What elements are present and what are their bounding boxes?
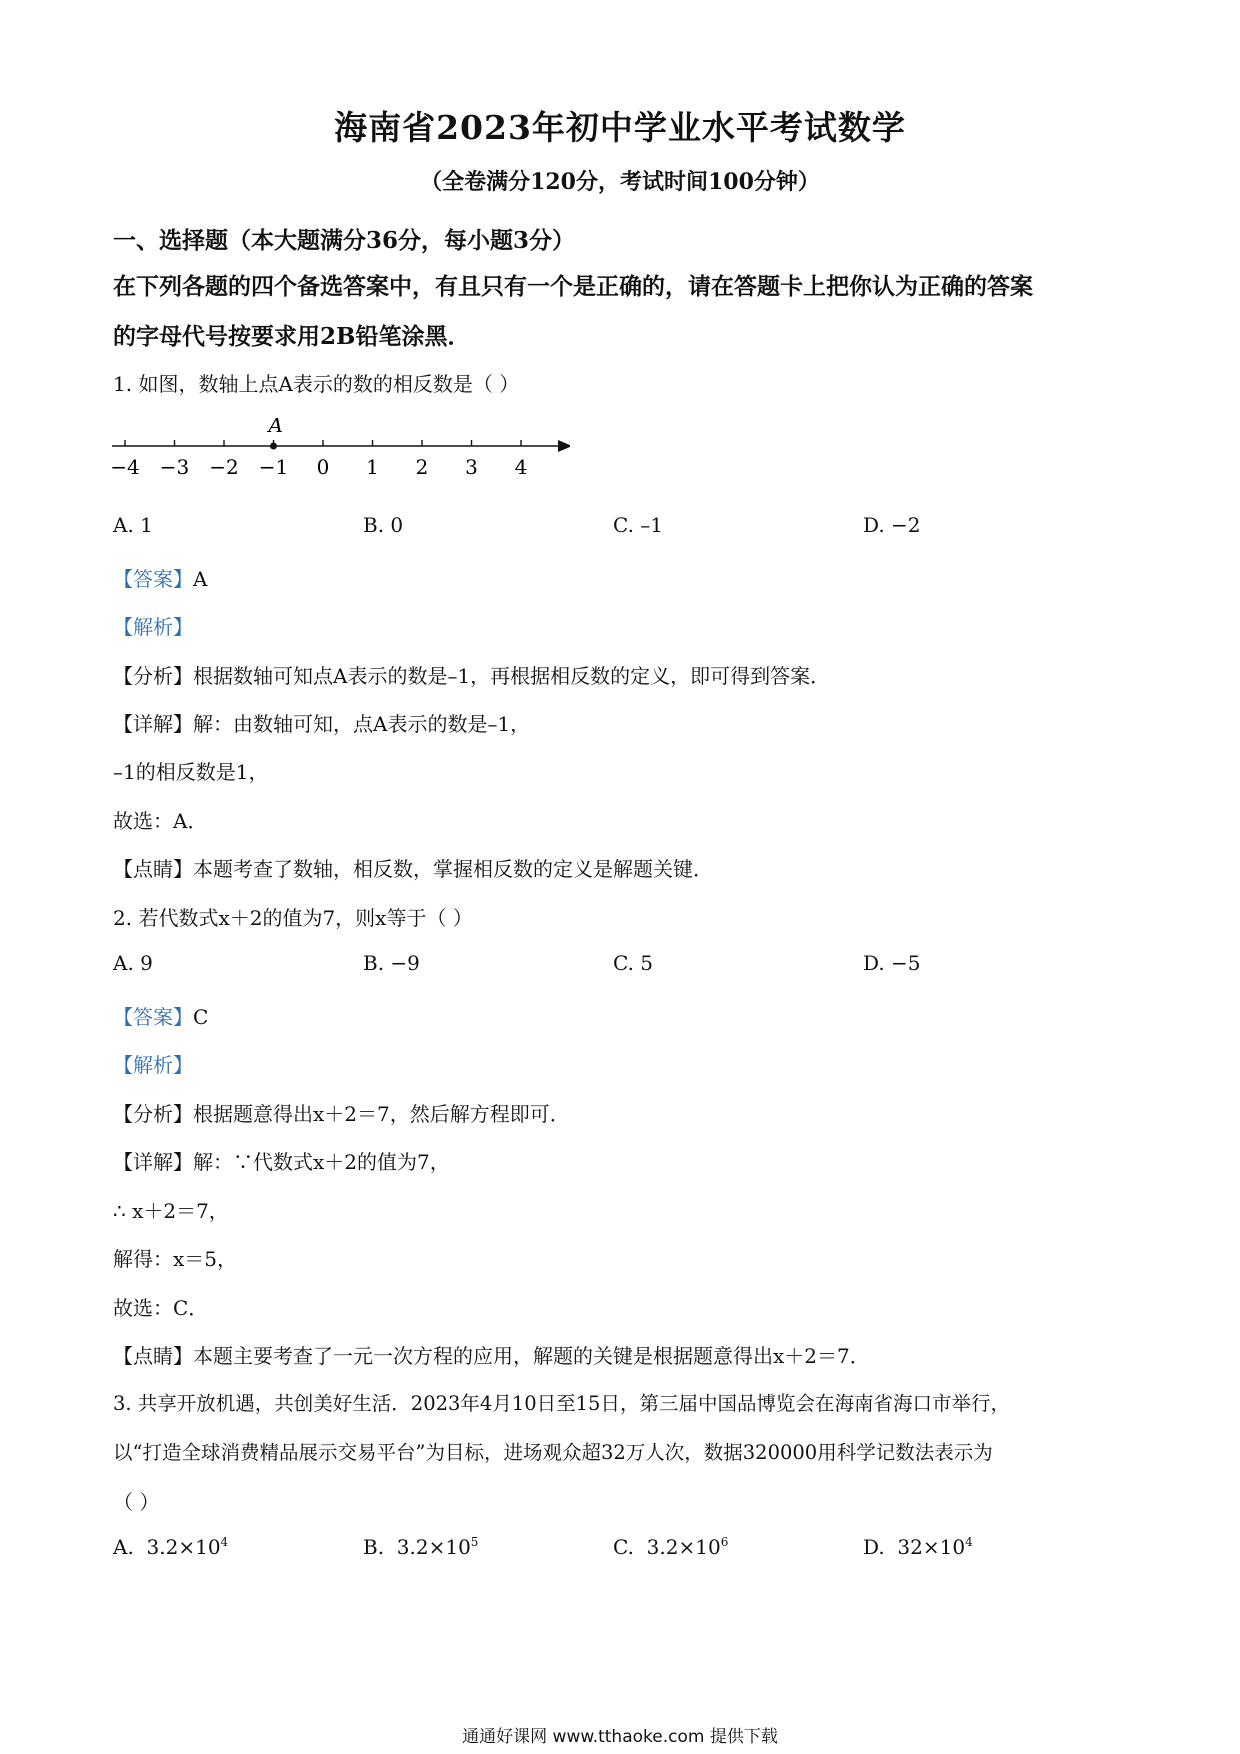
q1-option-d: D. −2 bbox=[863, 513, 921, 537]
q1-stem: 1. 如图，数轴上点A表示的数的相反数是（ ） bbox=[113, 372, 520, 396]
q2-dianjing-tag: 【点睛】 bbox=[113, 1344, 193, 1368]
q3-option-d: D. $32\times 10^4$ bbox=[863, 1535, 973, 1559]
q3-option-a: A. $3.2\times 10^4$ bbox=[113, 1535, 229, 1559]
q1-option-c: C. –1 bbox=[613, 513, 664, 537]
q1-answer-tag: 【答案】 bbox=[113, 567, 193, 591]
q1-dianjing: 本题考查了数轴，相反数，掌握相反数的定义是解题关键． bbox=[193, 857, 713, 881]
q2-step-2: 解得：x＝5， bbox=[113, 1247, 238, 1271]
q3-stem-line-1: 3. 共享开放机遇，共创美好生活．2023年4月10日至15日，第三届中国品博览会在海南省海口市举行， bbox=[113, 1392, 1010, 1415]
point-a-label: A bbox=[268, 418, 283, 437]
section-heading: 一、选择题（本大题满分36分，每小题3分） bbox=[113, 227, 576, 254]
number-line-tick-label: 1 bbox=[366, 455, 379, 479]
q3-stem-line-3: （ ） bbox=[113, 1490, 160, 1514]
number-line-tick-label: −1 bbox=[258, 455, 289, 479]
q3-stem-line-2: 以“打造全球消费精品展示交易平台”为目标，进场观众超32万人次，数据320000用科学记数法表示为 bbox=[113, 1441, 993, 1464]
q2-xiangjie-tag: 【详解】 bbox=[113, 1150, 193, 1174]
q1-step-2: 故选：A． bbox=[113, 809, 208, 833]
q2-answer-tag: 【答案】 bbox=[113, 1005, 193, 1029]
q2-stem: 2. 若代数式x＋2的值为7，则x等于（ ） bbox=[113, 906, 473, 930]
q2-xiangjie-line bbox=[113, 1146, 450, 1175]
q2-fenxi-line bbox=[113, 1098, 570, 1127]
q1-analysis-tag: 【解析】 bbox=[113, 615, 193, 639]
number-line-tick-label: −3 bbox=[159, 455, 190, 479]
q2-step-1: ∴ x＋2＝7， bbox=[113, 1199, 229, 1223]
number-line-tick-label: −4 bbox=[110, 455, 140, 479]
q2-option-c: C. 5 bbox=[613, 951, 654, 975]
q2-answer-line bbox=[113, 1001, 208, 1030]
page-footer: 通通好课网 www.tthaoke.com 提供下载 bbox=[462, 1727, 778, 1747]
q2-option-a: A. 9 bbox=[113, 951, 153, 975]
q2-answer: C bbox=[193, 1005, 209, 1029]
q2-option-d: D. −5 bbox=[863, 951, 921, 975]
number-line-tick-label: 2 bbox=[415, 455, 429, 479]
q2-option-b: B. −9 bbox=[363, 951, 420, 975]
q1-dianjing-tag: 【点睛】 bbox=[113, 857, 193, 881]
q1-fenxi: 根据数轴可知点A表示的数是–1，再根据相反数的定义，即可得到答案． bbox=[193, 664, 831, 688]
number-line-tick-label: 4 bbox=[514, 455, 528, 479]
q2-fenxi-tag: 【分析】 bbox=[113, 1102, 193, 1126]
q2-step-3: 故选：C． bbox=[113, 1296, 209, 1320]
q1-dianjing-line bbox=[113, 853, 713, 882]
q1-xiangjie-line bbox=[113, 708, 530, 737]
page-title: 海南省2023年初中学业水平考试数学 bbox=[334, 108, 906, 147]
page-subtitle: （全卷满分120分，考试时间100分钟） bbox=[420, 169, 820, 195]
point-a-marker bbox=[270, 443, 277, 450]
q1-xiangjie: 解：由数轴可知，点A表示的数是–1， bbox=[193, 712, 531, 736]
q1-answer-line bbox=[113, 563, 207, 592]
number-line-tick-label: −2 bbox=[209, 455, 239, 479]
number-line-tick-label: 0 bbox=[316, 455, 330, 479]
number-line-tick-label: 3 bbox=[465, 455, 478, 479]
q2-xiangjie: 解：∵代数式x＋2的值为7， bbox=[193, 1150, 450, 1174]
q1-step-1: –1的相反数是1， bbox=[113, 760, 269, 784]
q2-fenxi: 根据题意得出x＋2＝7，然后解方程即可． bbox=[193, 1102, 570, 1126]
q1-option-b: B. 0 bbox=[363, 513, 404, 537]
q1-option-a: A. 1 bbox=[113, 513, 153, 537]
q1-xiangjie-tag: 【详解】 bbox=[113, 712, 193, 736]
q3-option-c: C. $3.2\times 10^6$ bbox=[613, 1535, 729, 1559]
q2-analysis-tag: 【解析】 bbox=[113, 1053, 193, 1077]
q1-fenxi-line bbox=[113, 660, 830, 689]
q3-option-b: B. $3.2\times 10^5$ bbox=[363, 1535, 479, 1559]
q2-dianjing-line bbox=[113, 1340, 870, 1369]
q2-dianjing: 本题主要考查了一元一次方程的应用，解题的关键是根据题意得出x＋2＝7． bbox=[193, 1344, 870, 1368]
q1-answer: A bbox=[193, 567, 208, 591]
section-instruction-2: 的字母代号按要求用2B铅笔涂黑． bbox=[113, 323, 471, 350]
number-line-figure bbox=[110, 418, 570, 488]
q1-fenxi-tag: 【分析】 bbox=[113, 664, 193, 688]
number-line-arrow bbox=[558, 440, 570, 452]
section-instruction-1: 在下列各题的四个备选答案中，有且只有一个是正确的，请在答题卡上把你认为正确的答案 bbox=[113, 273, 1033, 300]
